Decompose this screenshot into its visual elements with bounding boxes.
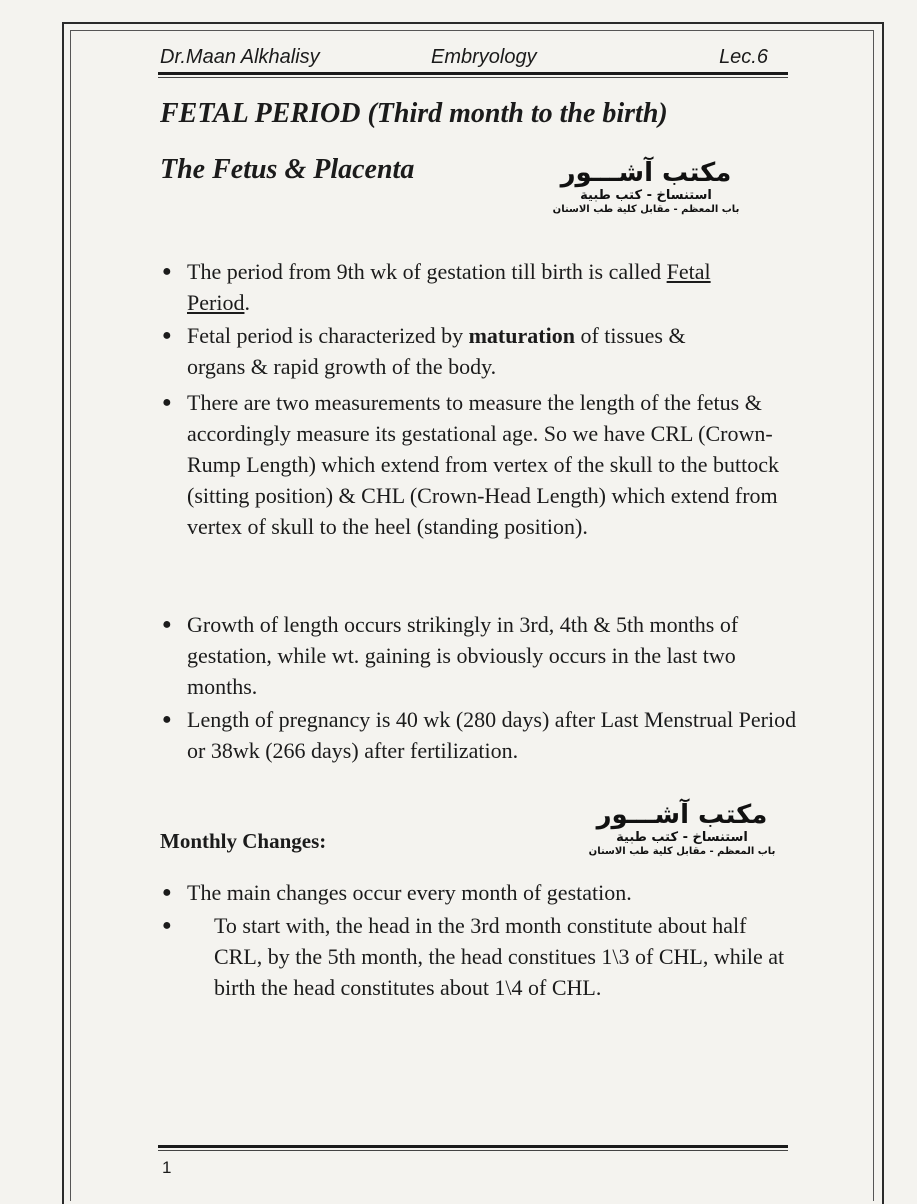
underlined-term: Fetal [666, 259, 711, 284]
stamp-service: استنساخ - كتب طبية [616, 830, 748, 845]
header-rule [158, 72, 788, 75]
bullet-growth-of-length: Growth of length occurs strikingly in 3rd, 4th & 5th months of gestation, while wt. gaining is obviously occurs in the last two months. [187, 612, 739, 699]
stamp-address: باب المعظم - مقابل كلية طب الاسنان [588, 846, 776, 857]
bullet-dot: ● [162, 917, 172, 934]
stamp-address: باب المعظم - مقابل كلية طب الاسنان [552, 204, 740, 215]
bullet-dot: ● [162, 263, 172, 280]
page-subtitle: The Fetus & Placenta [160, 154, 415, 185]
bullet-text: of tissues & organs & rapid growth of the body. [187, 323, 686, 379]
bold-term: maturation [468, 323, 575, 348]
library-stamp-bottom [552, 800, 812, 858]
library-stamp-top [516, 158, 776, 216]
underlined-term: Period [187, 290, 245, 315]
bullet-text: . [244, 290, 250, 315]
header-lecture: Lec.6 [719, 46, 768, 68]
stamp-service: استنساخ - كتب طبية [580, 188, 712, 203]
bullet-dot: ● [162, 884, 172, 901]
bullet-head-proportion: To start with, the head in the 3rd month constitute about half CRL, by the 5th month, the head constitues 1\3 of CHL, while at birth the head constitutes about 1\4 of CHL. [214, 913, 785, 1000]
bullet-dot: ● [162, 711, 172, 728]
footer-rule-thin [158, 1150, 788, 1151]
bullet-dot: ● [162, 616, 172, 633]
monthly-changes-heading: Monthly Changes: [160, 829, 327, 853]
bullet-text: Fetal period is characterized by [187, 323, 469, 348]
bullet-dot: ● [162, 394, 172, 411]
footer-rule [158, 1145, 788, 1148]
bullet-dot: ● [162, 327, 172, 344]
bullet-fetal-period-definition [187, 256, 777, 318]
bullet-main-changes: The main changes occur every month of gestation. [187, 880, 632, 905]
bullet-text: The period from 9th wk of gestation till birth is called [187, 259, 667, 284]
bullet-maturation [187, 320, 747, 382]
bullet-pregnancy-length: Length of pregnancy is 40 wk (280 days) after Last Menstrual Period or 38wk (266 days) after fertilization. [187, 707, 797, 763]
page-header [160, 46, 788, 70]
page-title: FETAL PERIOD (Third month to the birth) [160, 98, 668, 129]
stamp-name: مكتب آشـــور [596, 800, 768, 830]
header-rule-thin [158, 77, 788, 78]
bullet-measurements: There are two measurements to measure the length of the fetus & accordingly measure its gestational age. So we have CRL (Crown-Rump Length) which extend from vertex of the skull to the buttock (sitting position) & CHL (Crown-Head Length) which extend from vertex of skull to the heel (standing position). [187, 390, 780, 539]
header-subject: Embryology [431, 46, 537, 68]
stamp-name: مكتب آشـــور [560, 158, 732, 188]
header-author: Dr.Maan Alkhalisy [160, 46, 320, 68]
page-number: 1 [162, 1158, 172, 1177]
